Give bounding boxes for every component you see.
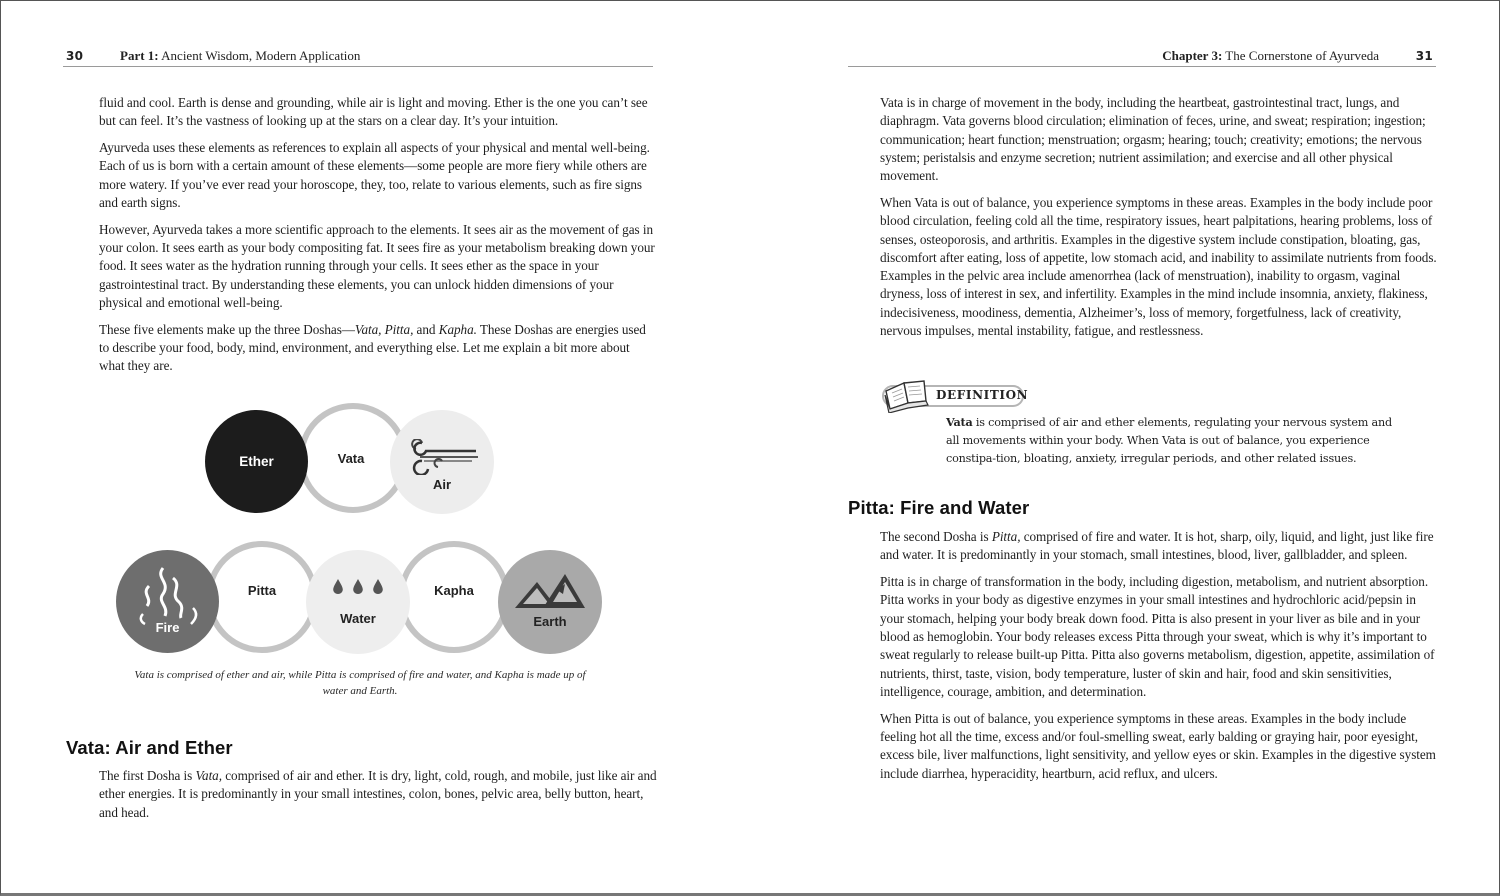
paragraph: When Vata is out of balance, you experience symptoms in these areas. Examples in the body include poor blood circulation, feeling cold all the time, respiratory issues, heart palpitations, hearing problems, loss of senses, osteoporosis, and arthritis. Examples in the digestive system include constipation, bloating, gas, discomfort after eating, loss of appetite, low stomach acid, and inability to assimilate nutrients from foods. Examples in the pelvic area include amenorrhea (lack of menstruation), inability to orgasm, vaginal dryness, loss of interest in sex, and infertility. Examples in the mind include insomnia, anxiety, flakiness, indecisiveness, moodiness, dementia, Alzheimer’s, loss of memory, forgetfulness, lack of creativity, nervous impulses, mental instability, fatigue, and restlessness. (880, 194, 1437, 339)
fire-circle: Fire (116, 550, 219, 653)
water-drops-icon (328, 577, 388, 595)
definition-label: DEFINITION (936, 388, 1029, 402)
running-head-title: Chapter 3: The Cornerstone of Ayurveda (1162, 48, 1379, 63)
water-circle: Water (306, 550, 410, 654)
section-heading-vata: Vata: Air and Ether (66, 737, 233, 758)
paragraph: However, Ayurveda takes a more scientific approach to the elements. It sees air as the movement of gas in your colon. It sees earth as your body compositing fat. It sees fire as your metabolism breaking down your food. It sees water as the hydration running through your cells. It sees ether as the space in your gastrointestinal tract. By understanding these elements, you can unlock hidden dimensions of your physical and emotional well-being. (99, 221, 655, 310)
pitta-ring: Pitta (206, 541, 318, 653)
ether-circle: Ether (205, 410, 308, 513)
pitta-body-text (880, 528, 1440, 791)
page-number: 30 (66, 49, 84, 63)
paragraph: Ayurveda uses these elements as references to explain all aspects of your physical and mental well-being. Each of us is born with a certain amount of these elements—some people are more fiery while others are more watery. If you’ve ever read your horoscope, they, too, relate to various elements, such as fire signs and earth signs. (99, 140, 650, 210)
running-head-left (63, 47, 653, 67)
paragraph: When Pitta is out of balance, you experience symptoms in these areas. Examples in the body include feeling hot all the time, excess and/or foul-smelling sweat, early balding or graying hair, poor eyesight, excess bile, liver malfunctions, light sensitivity, and yellow eyes or skin. Examples in the digestive system include diarrhea, hyperacidity, heartburn, acid reflux, and ulcers. (880, 710, 1436, 781)
earth-circle: Earth (498, 550, 602, 654)
vata-intro-text (99, 767, 657, 830)
paragraph: Pitta is in charge of transformation in the body, including digestion, metabolism, and nutrient absorption. Pitta works in your body as digestive enzymes in your small intestines and hydrochloric acid/pepsin in your stomach, helping your body break down food. Pitta is also present in your liver as bile and in your blood as hemoglobin. Your body releases excess Pitta through your sweat, which is why it’s important to sweat regularly to release built-up Pitta. Pitta also governs metabolism, digestion, appetite, assimilation of nutrients, thirst, taste, vision, body temperature, luster of skin and hair, food and skin sensitivities, intelligence, courage, ambition, and determination. (880, 574, 1435, 699)
doshas-paragraph: These five elements make up the three Doshas—Vata, Pitta, and Kapha. These Doshas are energies used to describe your food, body, mind, environment, and everything else. Let me explain a bit more about what they are. (99, 321, 646, 374)
left-body-text (99, 94, 657, 384)
vata-ring: Vata (298, 403, 408, 513)
definition-text: Vata is comprised of air and ether elements, regulating your nervous system and all movements within your body. When Vata is out of balance, you experience constipa-tion, bloating, anxiety, irregular periods, and other related issues. (946, 415, 1392, 465)
open-book-icon (882, 377, 930, 413)
paragraph: The first Dosha is Vata, comprised of air and ether. It is dry, light, cold, rough, and mobile, just like air and ether energies. It is predominantly in your small intestines, colon, bones, pelvic area, belly button, heart, and head. (99, 768, 657, 820)
kapha-ring: Kapha (398, 541, 510, 653)
definition-box (882, 383, 1442, 463)
page-number: 31 (1415, 49, 1433, 63)
doshas-diagram (100, 395, 620, 695)
air-circle: Air (390, 410, 494, 514)
paragraph: Vata is in charge of movement in the body, including the heartbeat, gastrointestinal tract, lungs, and diaphragm. Vata governs blood circulation; elimination of feces, urine, and sweat; respiration; ingestion; communication; heart function; menstruation; orgasm; hearing; touch; creativity; emotions; the nervous system; peristalsis and enzyme secretion; nutrient assimilation; and exercise and all other physical movement. (880, 95, 1426, 184)
right-body-text (880, 94, 1440, 349)
running-head-title: Part 1: Ancient Wisdom, Modern Application (120, 48, 361, 63)
figure-caption: Vata is comprised of ether and air, while Pitta is comprised of fire and water, and Kapha is made up of water and Earth. (134, 669, 586, 697)
mountains-icon (513, 572, 587, 610)
paragraph: fluid and cool. Earth is dense and grounding, while air is light and moving. Ether is the one you can’t see but can feel. It’s the vastness of looking up at the stars on a clear day. It’s your intuition. (99, 95, 648, 129)
flame-icon (133, 564, 203, 626)
paragraph: The second Dosha is Pitta, comprised of fire and water. It is hot, sharp, oily, liquid, and light, just like fire and water. It is predominantly in your stomach, small intestines, blood, liver, gallbladder, and spleen. (880, 529, 1434, 563)
section-heading-pitta: Pitta: Fire and Water (848, 497, 1030, 518)
running-head-right (848, 47, 1436, 67)
wind-icon (402, 439, 482, 475)
